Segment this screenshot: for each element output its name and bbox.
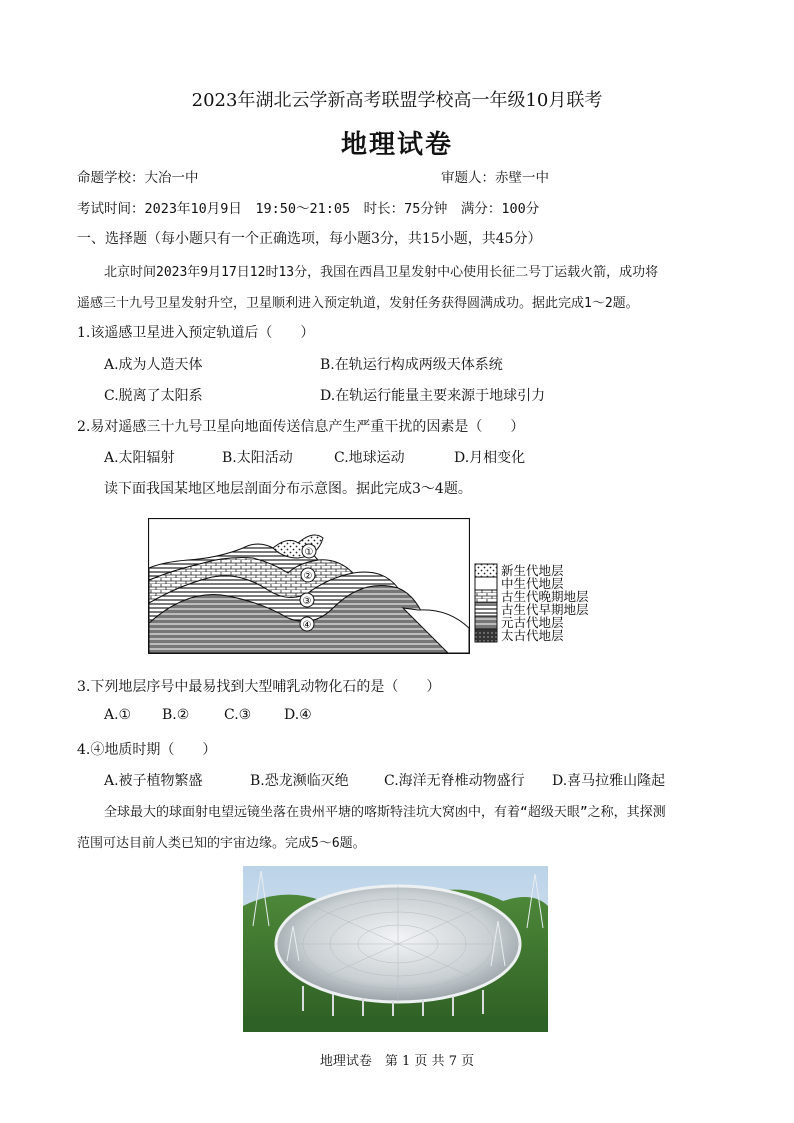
question-3-stem: 3.下列地层序号中最易找到大型哺乳动物化石的是（ ） [77,679,441,695]
question-2-stem: 2.易对遥感三十九号卫星向地面传送信息产生严重干扰的因素是（ ） [77,419,525,435]
q2-option-b: B.太阳活动 [222,450,293,466]
layer-label-3: ③ [302,596,312,607]
q2-option-a: A.太阳辐射 [104,450,175,466]
exam-subtitle: 地理试卷 [340,130,453,160]
question-1-stem: 1.该遥感卫星进入预定轨道后（ ） [77,325,315,341]
q1-option-b: B.在轨运行构成两级天体系统 [320,357,503,373]
q3-option-d: D.④ [284,707,312,723]
layer-label-1: ① [304,547,314,558]
reviewer: 审题人：赤壁一中 [441,170,549,186]
exam-info: 考试时间：2023年10月9日 19:50～21:05 时长：75分钟 满分：100分 [77,201,540,217]
section-heading: 一、选择题（每小题只有一个正确选项，每小题3分，共15小题，共45分） [77,231,542,247]
q4-option-a: A.被子植物繁盛 [104,773,203,789]
q3-option-b: B.② [162,707,190,723]
page-footer: 地理试卷 第 1 页 共 7 页 [319,1054,475,1069]
q1-option-a: A.成为人造天体 [104,357,203,373]
strata-legend [474,563,644,649]
legend-item-6: 太古代地层 [501,628,564,643]
q1-option-d: D.在轨运行能量主要来源于地球引力 [320,388,546,404]
passage-2-line-1: 全球最大的球面射电望远镜坐落在贵州平塘的喀斯特洼坑大窝凼中，有着“超级天眼”之称，其探测 [104,805,666,820]
q4-option-b: B.恐龙濒临灭绝 [250,773,349,789]
legend-item-5: 元古代地层 [501,615,564,630]
strata-cross-section [148,518,470,654]
q2-option-c: C.地球运动 [334,450,405,466]
setter-school: 命题学校：大冶一中 [77,170,199,186]
passage-2-line-2: 范围可达目前人类已知的宇宙边缘。完成5～6题。 [77,836,366,851]
intro-line-2: 遥感三十九号卫星发射升空，卫星顺利进入预定轨道，发射任务获得圆满成功。据此完成1～2题。 [77,296,639,311]
diagram-intro: 读下面我国某地区地层剖面分布示意图。据此完成3～4题。 [104,481,472,497]
q4-option-c: C.海洋无脊椎动物盛行 [384,773,525,789]
exam-title: 2023年湖北云学新高考联盟学校高一年级10月联考 [191,90,603,111]
legend-item-4: 古生代早期地层 [501,602,589,617]
q3-option-a: A.① [104,707,132,723]
q4-option-d: D.喜马拉雅山隆起 [552,773,666,789]
q3-option-c: C.③ [224,707,252,723]
q1-option-c: C.脱离了太阳系 [104,388,203,404]
legend-item-3: 古生代晚期地层 [501,589,589,604]
layer-label-4: ④ [302,620,312,631]
q2-option-d: D.月相变化 [454,450,526,466]
intro-line-1: 北京时间2023年9月17日12时13分，我国在西昌卫星发射中心使用长征二号丁运载火箭，成功将 [104,265,659,280]
question-4-stem: 4.④地质时期（ ） [77,742,217,758]
legend-item-2: 中生代地层 [501,576,564,591]
layer-label-2: ② [303,571,313,582]
legend-item-1: 新生代地层 [501,563,564,578]
fast-telescope-photo [243,866,548,1032]
